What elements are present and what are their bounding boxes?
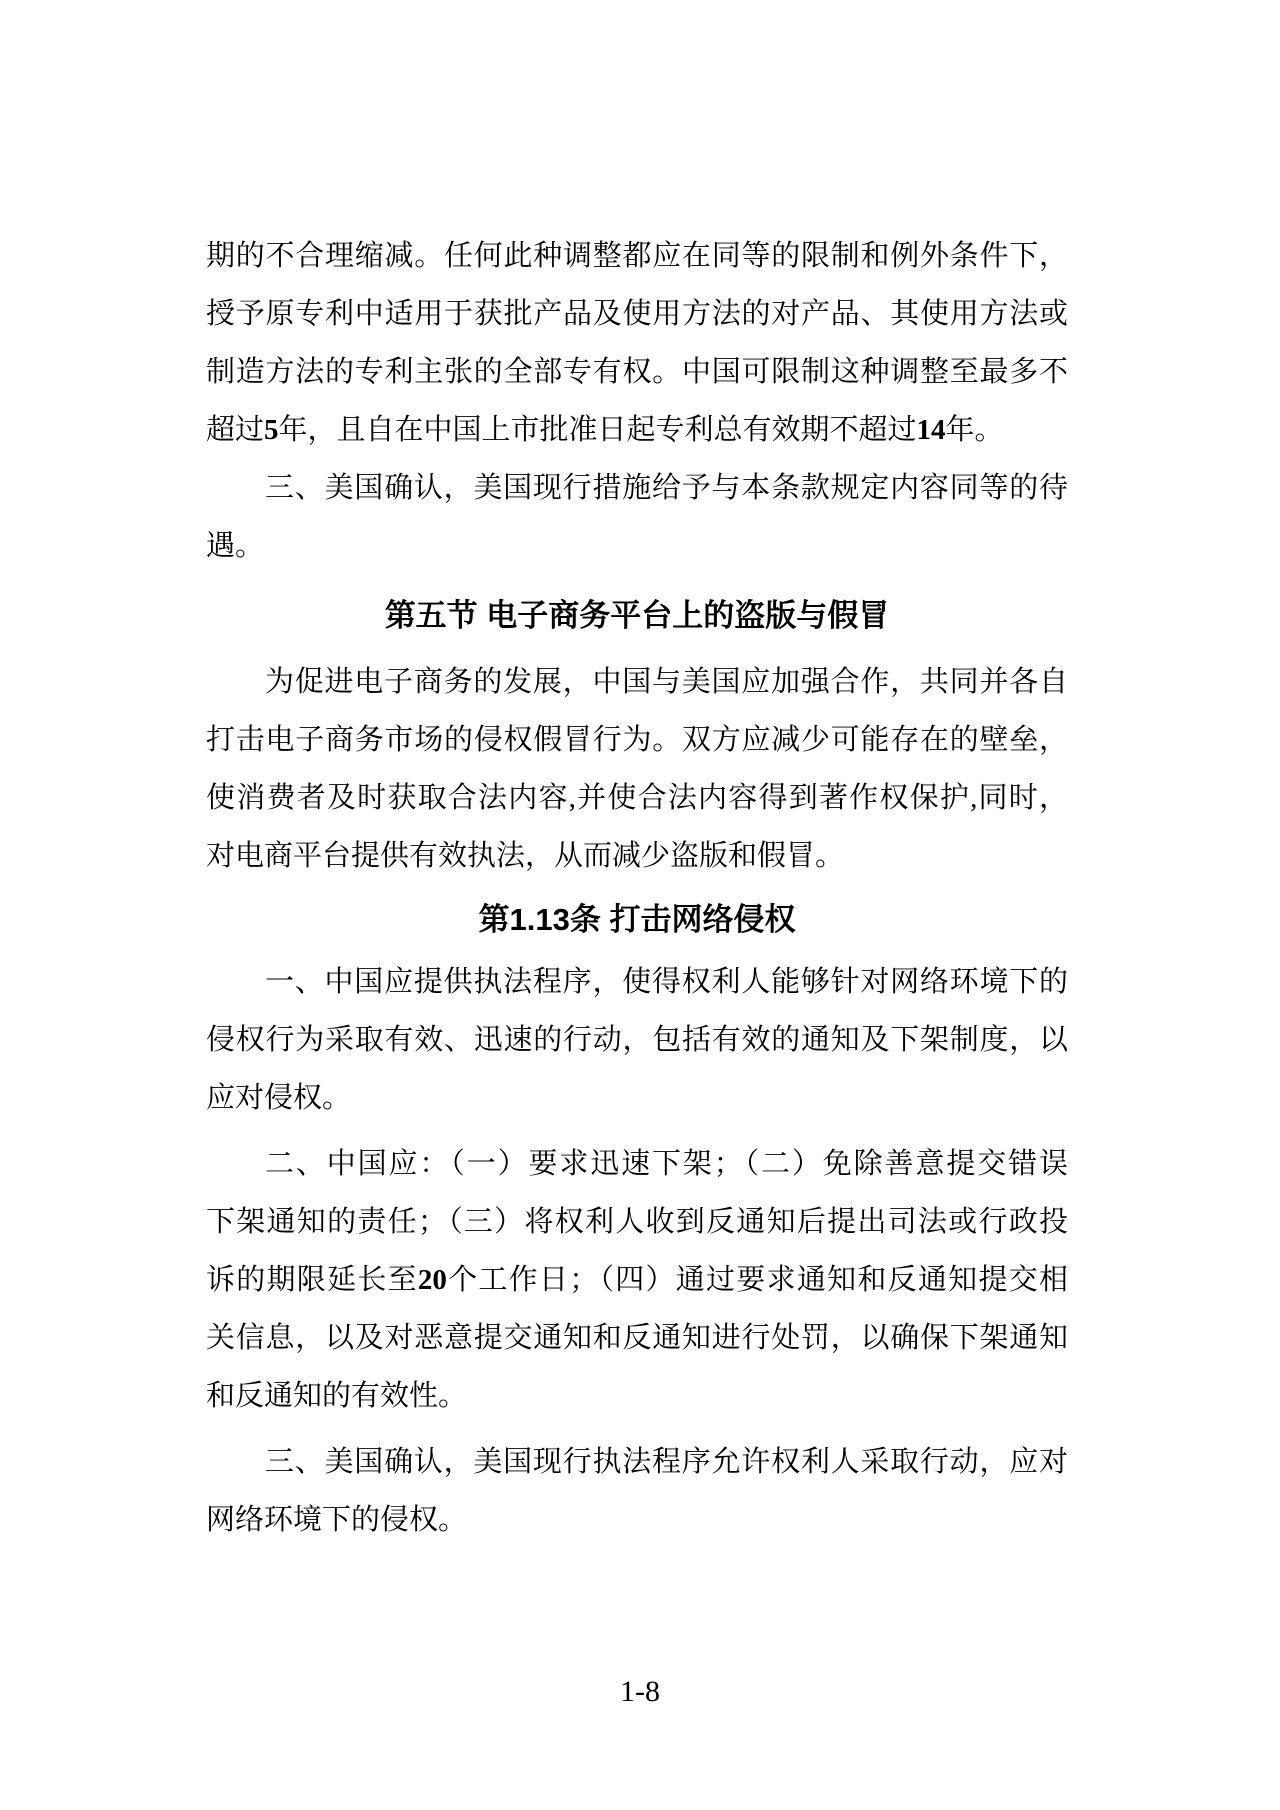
paragraph <box>206 653 1068 885</box>
body-line: 超过5年，且自在中国上市批准日起专利总有效期不超过14年。 <box>206 414 1004 446</box>
body-line: 下架通知的责任；（三）将权利人收到反通知后提出司法或行政投 <box>206 1206 1068 1238</box>
paragraph <box>206 1135 1068 1425</box>
paragraph <box>206 227 1068 459</box>
page-number: 1-8 <box>620 1675 660 1708</box>
body-line: 三、美国确认，美国现行措施给予与本条款规定内容同等的待 <box>265 472 1068 504</box>
paragraph <box>206 1433 1068 1549</box>
body-line: 期的不合理缩减。任何此种调整都应在同等的限制和例外条件下， <box>206 240 1068 272</box>
body-line: 对电商平台提供有效执法，从而减少盗版和假冒。 <box>206 840 845 872</box>
body-line: 侵权行为采取有效、迅速的行动，包括有效的通知及下架制度，以 <box>206 1024 1068 1056</box>
section-heading: 第五节 电子商务平台上的盗版与假冒 <box>384 598 890 633</box>
paragraph <box>206 953 1068 1127</box>
body-line: 使消费者及时获取合法内容,并使合法内容得到著作权保护,同时， <box>206 782 1068 814</box>
body-line: 关信息，以及对恶意提交通知和反通知进行处罚，以确保下架通知 <box>206 1322 1068 1354</box>
body-line: 和反通知的有效性。 <box>206 1380 468 1412</box>
body-line: 一、中国应提供执法程序，使得权利人能够针对网络环境下的 <box>265 966 1068 998</box>
body-line: 二、中国应：（一）要求迅速下架；（二）免除善意提交错误 <box>265 1148 1068 1180</box>
article-heading: 第1.13条 打击网络侵权 <box>478 902 796 937</box>
body-line: 为促进电子商务的发展，中国与美国应加强合作，共同并各自 <box>265 666 1068 698</box>
body-line: 打击电子商务市场的侵权假冒行为。双方应减少可能存在的壁垒， <box>206 724 1068 756</box>
body-line: 三、美国确认，美国现行执法程序允许权利人采取行动，应对 <box>265 1446 1068 1478</box>
body-line: 诉的期限延长至20个工作日；（四）通过要求通知和反通知提交相 <box>206 1264 1068 1296</box>
body-line: 制造方法的专利主张的全部专有权。中国可限制这种调整至最多不 <box>206 356 1068 388</box>
paragraph <box>206 459 1068 575</box>
document-body <box>206 227 1068 1549</box>
body-line: 遇。 <box>206 530 265 562</box>
body-line: 授予原专利中适用于获批产品及使用方法的对产品、其使用方法或 <box>206 298 1068 330</box>
body-line: 应对侵权。 <box>206 1082 352 1114</box>
body-line: 网络环境下的侵权。 <box>206 1504 468 1536</box>
